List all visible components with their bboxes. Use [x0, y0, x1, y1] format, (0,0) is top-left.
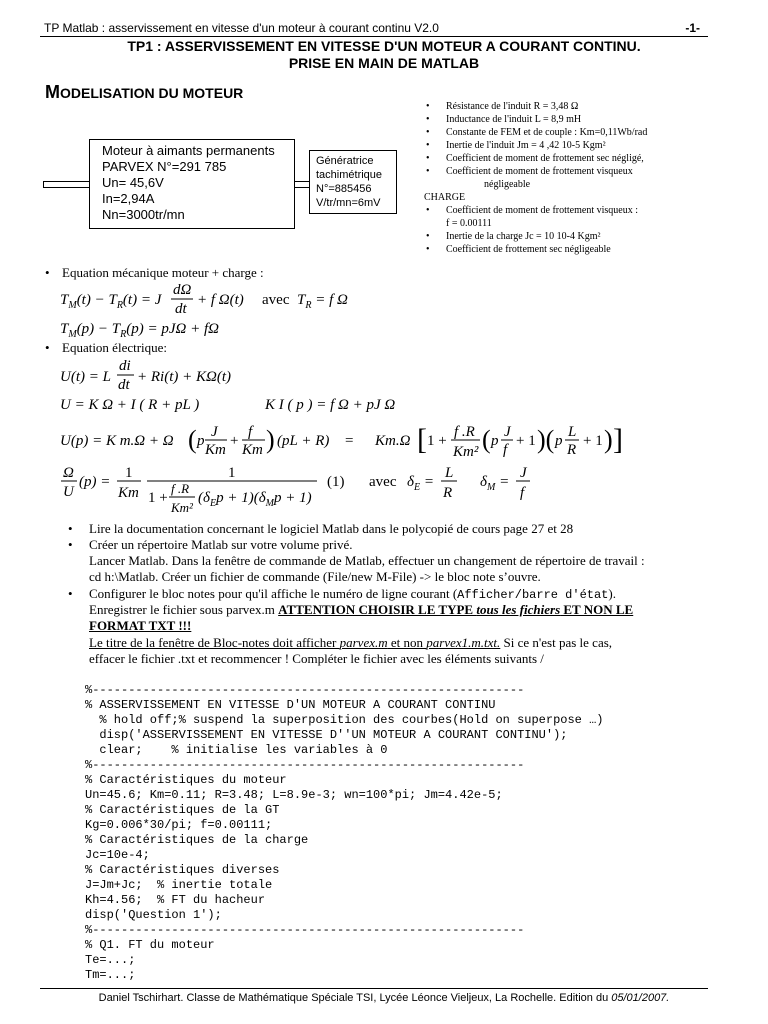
code-line: % Caractéristiques de la charge — [85, 833, 309, 847]
instruction-4: Enregistrer le fichier sous parvex.m ATTENTION CHOISIR LE TYPE tous les fichiers ET NON LE — [89, 602, 634, 617]
list-item: • Inertie de la charge Jc = 10 10-4 Kgm² — [426, 231, 601, 242]
svg-text:f: f — [503, 442, 508, 458]
svg-text:R: R — [567, 442, 577, 458]
bullet-elec: • Equation électrique: — [45, 340, 168, 355]
list-item-continued: f = 0.00111 — [446, 218, 492, 229]
code-line: Kh=4.56; % FT du hacheur — [85, 893, 266, 907]
svg-text:f: f — [248, 424, 253, 440]
svg-text:Km: Km — [242, 442, 263, 458]
list-item-continued: négligeable — [484, 179, 531, 190]
instruction-1: • Lire la documentation concernant le logiciel Matlab dans le polycopié de cours page 27 et 28 — [68, 521, 574, 536]
svg-text:p: p — [197, 433, 205, 449]
header-title: TP Matlab : asservissement en vitesse d'un moteur à courant continu V2.0 — [44, 21, 439, 35]
svg-text:+ 1: + 1 — [583, 433, 603, 449]
svg-text:TM(t) − TR(t) = J: $T_M(t) - T_R(t) = J$ — [60, 292, 162, 311]
motor-line: Nn=3000tr/mn — [102, 207, 185, 222]
svg-text:p: p — [491, 433, 499, 449]
code-line: Kg=0.006*30/pi; f=0.00111; — [85, 818, 273, 832]
motor-line: Moteur à aimants permanents — [102, 143, 275, 158]
code-line: % Caractéristiques diverses — [85, 863, 280, 877]
svg-text:TM(p) − TR(p) = pJΩ + fΩ: $T_M(p) - T_R(p) = pJ\Omega + f\Omega$ — [60, 321, 220, 340]
code-line: Te=...; — [85, 953, 136, 967]
code-listing — [85, 668, 603, 998]
svg-text:(p) =: (p) = — [79, 474, 111, 490]
page-title-line2: PRISE EN MAIN DE MATLAB — [288, 55, 480, 71]
code-line: % hold off;% suspend la superposition des courbes(Hold on superpose …) — [85, 713, 604, 727]
instruction-2c: cd h:\Matlab. Créer un fichier de commande (File/new M-File) -> le bloc note s’ouvre. — [89, 569, 541, 584]
gt-line: N°=885456 — [316, 183, 372, 195]
code-line: Jc=10e-4; — [85, 848, 150, 862]
svg-text:δE =: $\delta_E$ = — [407, 474, 434, 493]
svg-text:Km²: Km² — [171, 500, 193, 515]
list-item: • Coefficient de frottement sec négligeable — [426, 244, 611, 255]
equation-ref: (1) — [327, 474, 345, 490]
parameter-list — [424, 100, 724, 256]
svg-text:Km²: Km² — [453, 444, 479, 460]
instruction-4e: FORMAT TXT !!! — [89, 618, 192, 633]
svg-text:U = K Ω + I ( R + pL ): U = K Ω + I ( R + pL ) — [60, 397, 200, 413]
svg-text:1: 1 — [125, 465, 133, 481]
motor-line: Un= 45,6V — [102, 175, 164, 190]
svg-text:1 +: 1 + — [427, 433, 447, 449]
code-line: Un=45.6; Km=0.11; R=3.48; L=8.9e-3; wn=100*pi; Jm=4.42e-5; — [85, 788, 503, 802]
equation-elec-laplace — [60, 397, 395, 413]
svg-text:)(: )( — [537, 425, 555, 454]
svg-text:(pL + R): (pL + R) — [277, 433, 330, 449]
equation-elec-time — [60, 358, 231, 393]
svg-text:L: L — [445, 465, 454, 481]
code-line: % Q1. FT du moteur — [85, 938, 215, 952]
svg-text:avec: avec — [262, 292, 290, 308]
svg-text:δM =: $\delta_M$ = — [480, 474, 510, 493]
motor-line: PARVEX N°=291 785 — [102, 159, 227, 174]
svg-text:+: + — [230, 433, 239, 449]
code-line: J=Jm+Jc; % inertie totale — [85, 878, 273, 892]
svg-text:=: = — [345, 433, 354, 449]
list-item: • Coefficient de moment de frottement sec négligé, — [426, 153, 644, 164]
svg-text:U(p) = K m.Ω + Ω: U(p) = K m.Ω + Ω — [60, 433, 174, 449]
code-line: %------------------------------------------------------------ — [85, 683, 525, 697]
list-item: • Coefficient de moment de frottement visqueux : — [426, 205, 638, 216]
svg-text:f: f — [520, 485, 525, 501]
svg-text:TR = f Ω: $T_R = f$ Ω — [297, 292, 348, 311]
page-title-line1: TP1 : ASSERVISSEMENT EN VITESSE D'UN MOTEUR A COURANT CONTINU. — [127, 38, 641, 54]
svg-text:Km.Ω: Km.Ω — [375, 433, 411, 449]
gt-line: V/tr/mn=6mV — [316, 197, 381, 209]
avec-label: avec — [369, 474, 397, 490]
motor-shaft-left — [43, 181, 92, 188]
svg-text:): ) — [604, 425, 613, 454]
list-item: • Inductance de l'induit L = 8,9 mH — [426, 114, 582, 125]
bullet-meca: • Equation mécanique moteur + charge : — [45, 265, 264, 280]
svg-text:U: U — [63, 484, 74, 500]
motor-box — [89, 139, 295, 229]
list-item: • Inertie de l'induit Jm = 4 ,42 10-5 Kgm² — [426, 140, 606, 151]
svg-text:J: J — [211, 424, 218, 440]
tacho-generator-box — [309, 150, 397, 214]
svg-text:L: L — [568, 424, 577, 440]
gt-line: tachimétrique — [316, 169, 383, 181]
page-number: -1- — [685, 21, 700, 35]
equation-meca-laplace — [60, 321, 219, 340]
svg-text:Km: Km — [205, 442, 226, 458]
equation-meca-time — [60, 282, 348, 317]
header-rule — [40, 36, 708, 37]
svg-text:Km: Km — [118, 485, 139, 501]
svg-text:J: J — [504, 424, 511, 440]
instruction-6: effacer le fichier .txt et recommencer ! Compléter le fichier avec les éléments suivants / — [89, 651, 544, 666]
gt-line: Génératrice — [316, 155, 374, 167]
code-line: disp('ASSERVISSEMENT EN VITESSE D''UN MOTEUR A COURANT CONTINU'); — [85, 728, 568, 742]
code-line: % Caractéristiques de la GT — [85, 803, 280, 817]
svg-text:(: ( — [482, 425, 491, 454]
svg-text:p: p — [555, 433, 563, 449]
code-line: clear; % initialise les variables à 0 — [85, 743, 388, 757]
list-item: • Coefficient de moment de frottement visqueux — [426, 166, 633, 177]
svg-text:f .R: f .R — [454, 424, 475, 440]
svg-text:(δEp + 1)(δMp + 1): $(\delta_Ep + 1)(\delta_Mp + 1)$ — [198, 490, 312, 509]
instruction-3: • Configurer le bloc notes pour qu'il affiche le numéro de ligne courant (Afficher/barre d'état). — [68, 586, 616, 602]
svg-text:dt: dt — [118, 377, 130, 393]
svg-text:f .R: f .R — [171, 481, 190, 496]
instruction-2: • Créer un répertoire Matlab sur votre volume privé. — [68, 537, 353, 552]
svg-text:[: [ — [417, 423, 427, 456]
svg-text:(: ( — [188, 425, 197, 454]
svg-text:Ω: Ω — [63, 465, 74, 481]
svg-text:): ) — [266, 425, 275, 454]
section-heading: MODELISATION DU MOTEUR — [45, 82, 244, 102]
instruction-2b: Lancer Matlab. Dans la fenêtre de commande de Matlab, effectuer un changement de répertoire de travail : — [89, 553, 645, 568]
svg-text:+ 1: + 1 — [516, 433, 536, 449]
svg-text:1 +: 1 + — [148, 490, 168, 506]
svg-text:]: ] — [613, 423, 623, 456]
code-line: %------------------------------------------------------------ — [85, 758, 525, 772]
equation-voltage — [60, 423, 623, 460]
svg-text:R: R — [443, 485, 453, 501]
svg-text:di: di — [119, 358, 131, 374]
code-line: Tm=...; — [85, 968, 136, 982]
charge-label: CHARGE — [424, 192, 466, 203]
code-line: % ASSERVISSEMENT EN VITESSE D'UN MOTEUR A COURANT CONTINU — [85, 698, 496, 712]
equation-transfer — [61, 465, 530, 515]
footer: Daniel Tschirhart. Classe de Mathématique Spéciale TSI, Lycée Léonce Vieljeux, La Rochelle. Edition du 05/01/2007. — [98, 992, 670, 1004]
footer-rule — [40, 988, 708, 989]
code-line: %------------------------------------------------------------ — [85, 923, 525, 937]
list-item: • Constante de FEM et de couple : Km=0,11Wb/rad — [426, 127, 648, 138]
code-line: % Caractéristiques du moteur — [85, 773, 287, 787]
svg-text:+ Ri(t) + KΩ(t): + Ri(t) + KΩ(t) — [137, 369, 231, 385]
motor-line: In=2,94A — [102, 191, 155, 206]
svg-text:J: J — [520, 465, 527, 481]
svg-text:+ f Ω(t): + f Ω(t) — [197, 292, 244, 308]
svg-text:dt: dt — [175, 301, 187, 317]
svg-text:1: 1 — [228, 465, 236, 481]
svg-text:dΩ: dΩ — [173, 282, 192, 298]
list-item: • Résistance de l'induit R = 3,48 Ω — [426, 101, 579, 112]
equations-svg — [45, 278, 695, 518]
instruction-5: Le titre de la fenêtre de Bloc-notes doit afficher parvex.m et non parvex1.m.txt. Si ce n'est pas le cas, — [89, 635, 613, 650]
code-line: disp('Question 1'); — [85, 908, 222, 922]
svg-text:U(t) = L: U(t) = L — [60, 369, 111, 385]
svg-text:K I ( p ) = f Ω + pJ Ω: K I ( p ) = f Ω + pJ Ω — [265, 397, 396, 413]
